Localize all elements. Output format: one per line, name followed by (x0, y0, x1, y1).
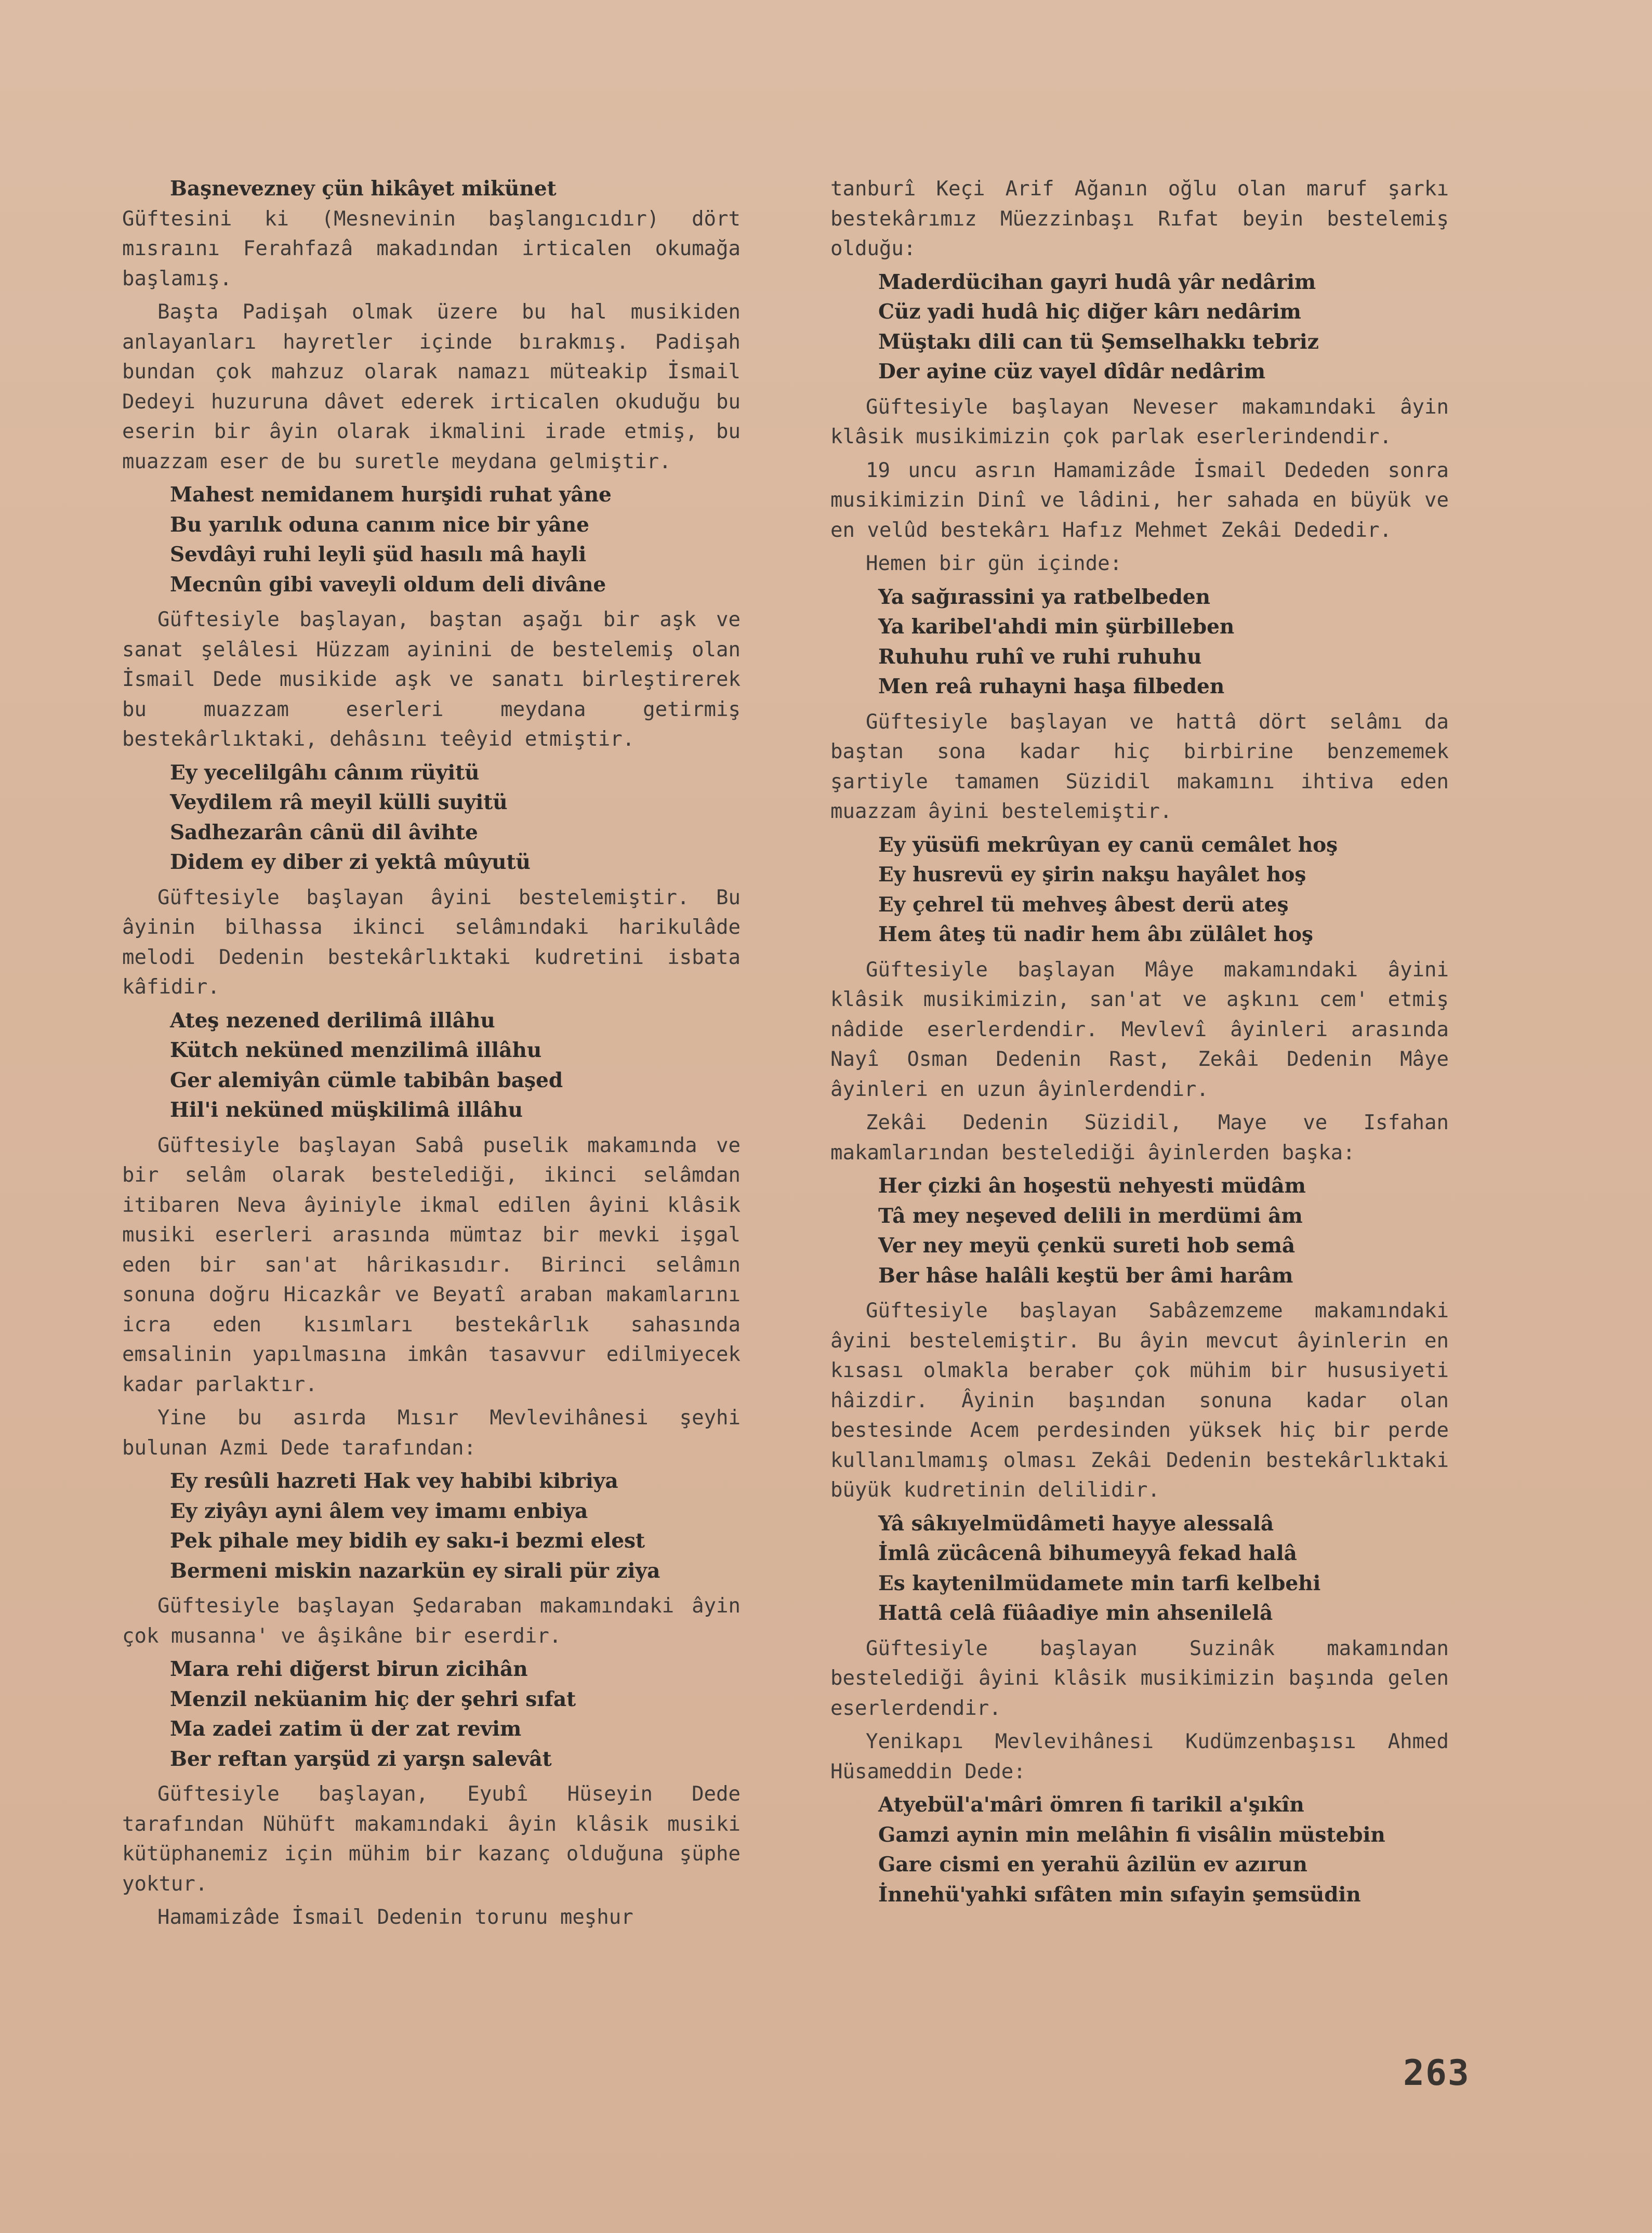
verse-block (122, 758, 741, 878)
verse-block (830, 1171, 1449, 1291)
verse-line: Ey çehrel tü mehveş âbest derü ateş (878, 892, 1289, 917)
verse-line: Ber hâse halâli keştü ber âmi harâm (878, 1263, 1293, 1288)
verse-block (830, 1790, 1449, 1910)
verse-line: Ya sağırassini ya ratbelbeden (878, 585, 1211, 609)
verse-line: Ey ziyâyı ayni âlem vey imamı enbiya (170, 1499, 588, 1523)
paragraph: Güftesiyle başlayan, Eyubî Hüseyin Dede tarafından Nühüft makamındaki âyin klâsik musiki kütüphanemiz için mühim bir kazanç olduğuna şüphe yoktur. (122, 1782, 741, 1896)
paragraph: Güftesiyle başlayan, baştan aşağı bir aşk ve sanat şelâlesi Hüzzam ayinini de bestelemiş olan İsmail Dede musikide aşk ve sanatı birleştirerek bu muazzam eserleri meydana getirmiş bestekârlıktaki, dehâsını teêyid etmiştir. (122, 608, 741, 751)
verse-line: İnnehü'yahki sıfâten min sıfayin şemsüdin (878, 1882, 1361, 1907)
paragraph: Hemen bir gün içinde: (866, 552, 1122, 575)
verse-line: Her çizki ân hoşestü nehyesti müdâm (878, 1174, 1306, 1198)
verse-line: Menzil neküanim hiç der şehri sıfat (170, 1687, 576, 1711)
paragraph: Güftesiyle başlayan âyini bestelemiştir. Bu âyinin bilhassa ikinci selâmındaki harikulâde melodi Dedenin bestekârlıktaki kudretini isbata kâfidir. (122, 886, 741, 999)
verse-line: Men reâ ruhayni haşa filbeden (878, 675, 1225, 698)
verse-line: Sevdâyi ruhi leyli şüd hasılı mâ hayli (170, 543, 587, 566)
verse-line: Didem ey diber zi yektâ mûyutü (170, 850, 531, 874)
verse-line: Mahest nemidanem hurşidi ruhat yâne (170, 483, 612, 507)
verse-block (122, 1006, 741, 1126)
verse-block (830, 830, 1449, 950)
verse-line: Gamzi aynin min melâhin fi visâlin müstebin (878, 1822, 1385, 1847)
verse-line: Cüz yadi hudâ hiç diğer kârı nedârim (878, 300, 1301, 324)
verse-block (830, 583, 1449, 702)
opening-verse-line: Başnevezney çün hikâyet mikünet (170, 177, 557, 201)
verse-line: Sadhezarân cânü dil âvihte (170, 820, 478, 844)
verse-line: Ey husrevü ey şirin nakşu hayâlet hoş (878, 863, 1306, 887)
verse-line: Ber reftan yarşüd zi yarşn salevât (170, 1747, 552, 1771)
verse-block (830, 1509, 1449, 1629)
verse-line: Bu yarılık oduna canım nice bir yâne (170, 512, 589, 537)
paragraph: Güftesiyle başlayan Neveser makamındaki âyin klâsik musikimizin çok parlak eserlerindendir. (830, 395, 1449, 448)
verse-line: Veydilem râ meyil külli suyitü (170, 790, 508, 814)
paragraph: Yenikapı Mevlevihânesi Kudümzenbaşısı Ahmed Hüsameddin Dede: (830, 1730, 1449, 1783)
verse-line: Hattâ celâ füâadiye min ahsenilelâ (878, 1601, 1273, 1625)
paragraph: Güftesiyle başlayan Şedaraban makamındaki âyin çok musanna' ve âşikâne bir eserdir. (122, 1594, 741, 1648)
verse-line: Gare cismi en yerahü âzilün ev azırun (878, 1853, 1307, 1877)
verse-line: Ey resûli hazreti Hak vey habibi kibriya (170, 1469, 618, 1493)
paragraph: tanburî Keçi Arif Ağanın oğlu olan maruf şarkı bestekârımız Müezzinbaşı Rıfat beyin bestelemiş olduğu: (830, 177, 1449, 260)
right-column (830, 174, 1449, 1915)
verse-block (122, 1466, 741, 1586)
verse-line: Ya karibel'ahdi min şürbilleben (878, 615, 1235, 639)
verse-block (122, 480, 741, 600)
verse-line: İmlâ zücâcenâ bihumeyyâ fekad halâ (878, 1541, 1297, 1565)
verse-line: Maderdücihan gayri hudâ yâr nedârim (878, 270, 1316, 294)
paragraph: Güftesiyle başlayan Sabâ puselik makamında ve bir selâm olarak bestelediği, ikinci selâmdan itibaren Neva âyiniyle ikmal edilen âyini klâsik musiki eserleri arasında mümtaz bir mevki işgal eden bir san'at hârikasıdır. Birinci selâmın sonuna doğru Hicazkâr ve Beyatî araban makamlarını icra eden kısımları bestekârlık sahasında emsalinin yapılmasına imkân tasavvur edilmiyecek kadar parlaktır. (122, 1133, 741, 1396)
verse-line: Tâ mey neşeved delili in merdümi âm (878, 1204, 1303, 1228)
verse-line: Müştakı dili can tü Şemselhakkı tebriz (878, 329, 1319, 354)
left-column (122, 174, 741, 1936)
verse-line: Ateş nezened derilimâ illâhu (170, 1008, 495, 1033)
verse-line: Atyebül'a'mâri ömren fi tarikil a'şıkîn (878, 1793, 1304, 1817)
verse-line: Mecnûn gibi vaveyli oldum deli divâne (170, 572, 606, 597)
verse-line: Ma zadei zatim ü der zat revim (170, 1717, 522, 1741)
right-column-body (830, 174, 1449, 1910)
verse-block (122, 1655, 741, 1774)
paragraph: Zekâi Dedenin Süzidil, Maye ve Isfahan makamlarından bestelediği âyinlerden başka: (830, 1111, 1449, 1165)
verse-line: Pek pihale mey bidih ey sakı-i bezmi elest (170, 1529, 645, 1553)
left-column-body (122, 204, 741, 1933)
verse-line: Ver ney meyü çenkü sureti hob semâ (878, 1234, 1296, 1258)
paragraph: Güftesiyle başlayan Mâye makamındaki âyini klâsik musikimizin, san'at ve aşkını cem' etmiş nâdide eserlerdendir. Mevlevî âyinleri arasında Nayî Osman Dedenin Rast, Zekâi Dedenin Mâye âyinleri en uzun âyinlerdendir. (830, 958, 1449, 1101)
paragraph: Hamamizâde İsmail Dedenin torunu meşhur (157, 1906, 633, 1929)
verse-block (830, 268, 1449, 387)
verse-line: Mara rehi diğerst birun zicihân (170, 1657, 528, 1681)
paragraph: 19 uncu asrın Hamamizâde İsmail Dededen sonra musikimizin Dinî ve lâdini, her sahada en büyük ve en velûd bestekârı Hafız Mehmet Zekâi Dededir. (830, 458, 1449, 542)
page-number: 263 (1403, 2053, 1470, 2094)
verse-line: Ey yecelilgâhı cânım rüyitü (170, 760, 480, 785)
verse-line: Ger alemiyân cümle tabibân başed (170, 1068, 563, 1092)
paragraph: Yine bu asırda Mısır Mevlevihânesi şeyhi bulunan Azmi Dede tarafından: (122, 1406, 741, 1460)
verse-line: Ey yüsüfi mekrûyan ey canü cemâlet hoş (878, 833, 1338, 857)
verse-line: Ruhuhu ruhî ve ruhi ruhuhu (878, 644, 1202, 669)
verse-line: Kütch neküned menzilimâ illâhu (170, 1038, 542, 1062)
verse-line: Der ayine cüz vayel dîdâr nedârim (878, 360, 1265, 384)
verse-line: Es kaytenilmüdamete min tarfi kelbehi (878, 1571, 1321, 1595)
verse-line: Hil'i neküned müşkilimâ illâhu (170, 1098, 523, 1122)
paragraph: Güftesini ki (Mesnevinin başlangıcıdır) dört mısraını Ferahfazâ makadından irticalen okumağa başlamış. (122, 207, 741, 290)
verse-line: Bermeni miskin nazarkün ey sirali pür ziya (170, 1558, 660, 1583)
paragraph: Başta Padişah olmak üzere bu hal musikiden anlayanları hayretler içinde bırakmış. Padişah bundan çok mahzuz olarak namazı müteakip İsmail Dedeyi huzuruna dâvet ederek irticalen okuduğu bu eserin bir âyin olarak ikmalini irade etmiş, bu muazzam eser de bu suretle meydana gelmiştir. (122, 300, 741, 473)
paragraph: Güftesiyle başlayan Sabâzemzeme makamındaki âyini bestelemiştir. Bu âyin mevcut âyinlerin en kısası olmakla beraber çok mühim bir hususiyeti hâizdir. Âyinin başından sonuna kadar olan bestesinde Acem perdesinden yüksek hiç bir perde kullanılmamış olması Zekâi Dedenin bestekârlıktaki büyük kudretinin delilidir. (830, 1299, 1449, 1502)
paragraph: Güftesiyle başlayan ve hattâ dört selâmı da baştan sona kadar hiç birbirine benzememek şartiyle tamamen Süzidil makamını ihtiva eden muazzam âyini bestelemiştir. (830, 710, 1449, 823)
verse-line: Yâ sâkıyelmüdâmeti hayye alessalâ (878, 1511, 1274, 1536)
verse-line: Hem âteş tü nadir hem âbı zülâlet hoş (878, 922, 1313, 946)
paragraph: Güftesiyle başlayan Suzinâk makamından bestelediği âyini klâsik musikimizin başında gelen eserlerdendir. (830, 1636, 1449, 1720)
